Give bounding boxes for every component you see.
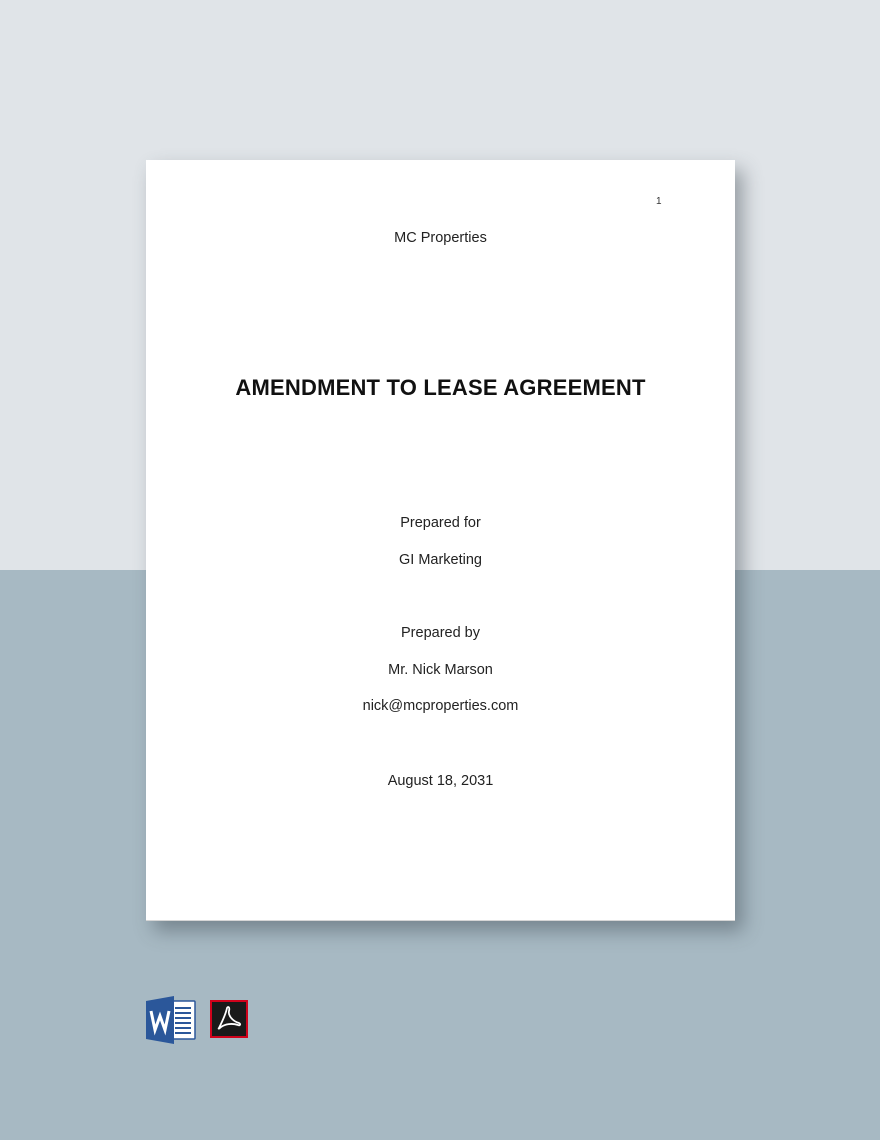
document-date: August 18, 2031 <box>387 773 494 789</box>
page-number: 1 <box>656 196 662 207</box>
prepared-for-label: Prepared for <box>400 515 481 531</box>
prepared-by-label: Prepared by <box>401 625 480 641</box>
word-icon[interactable] <box>146 996 196 1044</box>
prepared-by-name: Mr. Nick Marson <box>388 662 493 678</box>
pdf-icon[interactable] <box>210 1000 248 1038</box>
prepared-for-name: GI Marketing <box>399 552 482 568</box>
document-page <box>146 160 735 921</box>
document-title: AMENDMENT TO LEASE AGREEMENT <box>235 375 646 400</box>
prepared-by-email: nick@mcproperties.com <box>362 698 519 714</box>
company-name: MC Properties <box>394 230 487 246</box>
